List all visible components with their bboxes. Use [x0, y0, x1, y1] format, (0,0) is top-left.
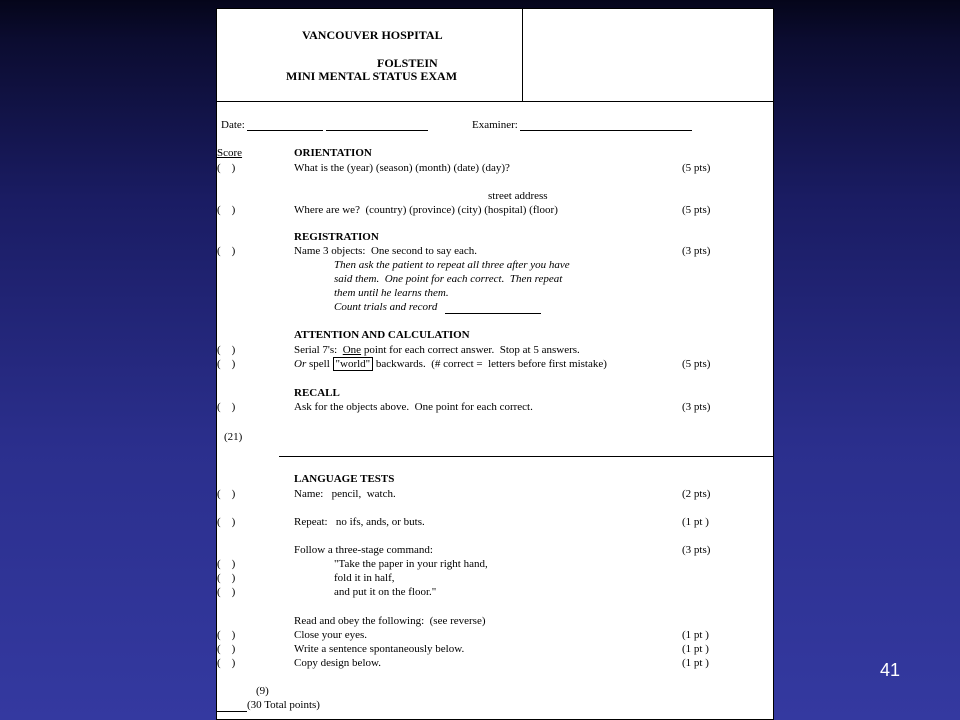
trials-record-blank[interactable] — [445, 313, 541, 314]
language-name: Name: pencil, watch. — [294, 488, 396, 500]
language-copy-points: (1 pt ) — [682, 657, 709, 669]
command-step-2: fold it in half, — [334, 572, 395, 584]
recall-title: RECALL — [294, 387, 340, 399]
language-follow-points: (3 pts) — [682, 544, 711, 556]
score-column-header: Score — [217, 147, 243, 159]
registration-title: REGISTRATION — [294, 231, 379, 243]
orientation-q1: What is the (year) (season) (month) (date) (day)? — [294, 162, 510, 174]
score-blank[interactable]: ( ) — [217, 643, 236, 655]
examiner-blank[interactable] — [520, 130, 692, 131]
street-address-note: street address — [488, 190, 548, 202]
orientation-title: ORIENTATION — [294, 147, 372, 159]
subtotal-score: (21) — [224, 431, 243, 443]
date-blank-1[interactable] — [247, 130, 323, 131]
score-blank[interactable]: ( ) — [217, 488, 236, 500]
language-repeat: Repeat: no ifs, ands, or buts. — [294, 516, 425, 528]
language-name-points: (2 pts) — [682, 488, 711, 500]
language-write-points: (1 pt ) — [682, 643, 709, 655]
language-follow: Follow a three-stage command: — [294, 544, 433, 556]
attention-title: ATTENTION AND CALCULATION — [294, 329, 470, 341]
registration-instruction-4: Count trials and record — [334, 301, 438, 313]
score-blank[interactable]: ( ) — [217, 629, 236, 641]
registration-q1-points: (3 pts) — [682, 245, 711, 257]
language-read: Read and obey the following: (see reverse) — [294, 615, 486, 627]
total-points: (30 Total points) — [247, 699, 320, 711]
language-subtotal: (9) — [256, 685, 269, 697]
score-blank[interactable]: ( ) — [217, 516, 236, 528]
form-header — [217, 9, 773, 102]
orientation-q2: Where are we? (country) (province) (city) (hospital) (floor) — [294, 204, 558, 216]
registration-instruction-1: Then ask the patient to repeat all three after you have — [334, 259, 570, 271]
date-blank-2[interactable] — [326, 130, 428, 131]
score-blank[interactable]: ( ) — [217, 344, 236, 356]
language-copy: Copy design below. — [294, 657, 381, 669]
language-close-points: (1 pt ) — [682, 629, 709, 641]
registration-instruction-3: them until he learns them. — [334, 287, 449, 299]
slide-number: 41 — [880, 660, 901, 680]
section-divider — [279, 456, 773, 457]
score-blank[interactable]: ( ) — [217, 204, 236, 216]
score-blank[interactable]: ( ) — [217, 401, 236, 413]
recall-q1: Ask for the objects above. One point for each correct. — [294, 401, 533, 413]
world-word-box: "world" — [333, 357, 374, 371]
score-blank[interactable]: ( ) — [217, 558, 236, 570]
score-blank[interactable]: ( ) — [217, 358, 236, 370]
header-divider — [522, 9, 523, 101]
registration-q1: Name 3 objects: One second to say each. — [294, 245, 477, 257]
registration-instruction-2: said them. One point for each correct. Then repeat — [334, 273, 563, 285]
form-title-line1: FOLSTEIN — [377, 56, 438, 70]
orientation-q2-points: (5 pts) — [682, 204, 711, 216]
total-blank[interactable] — [217, 711, 247, 712]
language-repeat-points: (1 pt ) — [682, 516, 709, 528]
score-blank[interactable]: ( ) — [217, 657, 236, 669]
language-title: LANGUAGE TESTS — [294, 473, 395, 485]
score-blank[interactable]: ( ) — [217, 162, 236, 174]
score-blank[interactable]: ( ) — [217, 586, 236, 598]
form-title-line2: MINI MENTAL STATUS EXAM — [286, 69, 458, 83]
command-step-3: and put it on the floor." — [334, 586, 437, 598]
recall-points: (3 pts) — [682, 401, 711, 413]
attention-points: (5 pts) — [682, 358, 711, 370]
command-step-1: "Take the paper in your right hand, — [334, 558, 488, 570]
hospital-name: VANCOUVER HOSPITAL — [302, 28, 443, 42]
attention-q1: Serial 7's: One point for each correct answer. Stop at 5 answers. — [294, 344, 580, 356]
date-label: Date: — [221, 119, 245, 131]
orientation-q1-points: (5 pts) — [682, 162, 711, 174]
score-blank[interactable]: ( ) — [217, 572, 236, 584]
attention-q2: Or spell "world" backwards. (# correct = letters before first mistake) — [294, 358, 607, 370]
score-blank[interactable]: ( ) — [217, 245, 236, 257]
language-close-eyes: Close your eyes. — [294, 629, 368, 641]
examiner-label: Examiner: — [472, 119, 518, 131]
language-write: Write a sentence spontaneously below. — [294, 643, 465, 655]
exam-form-page — [216, 8, 774, 720]
